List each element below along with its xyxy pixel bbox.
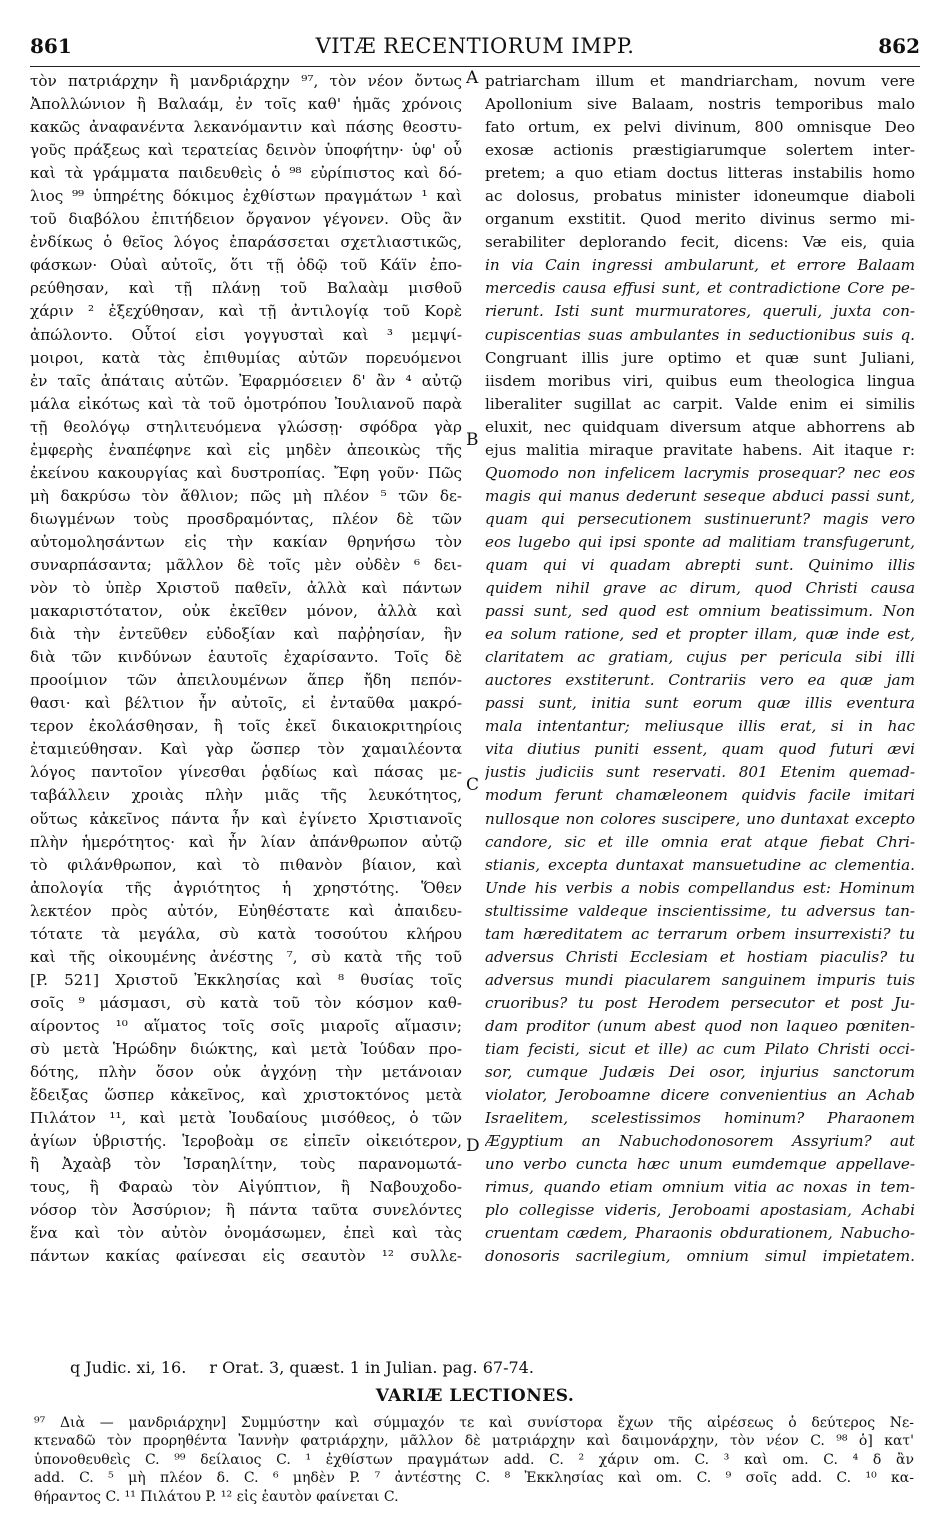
greek-text-line: γοῦς πράξεως καὶ τερατείας δεινὸν ὑποφήτην· ὑφ' οὗ — [30, 141, 462, 160]
latin-text-line: claritatem ac gratiam, cujus per pericula sibi illi — [485, 648, 915, 667]
greek-text-line: λόγος παντοῖον γίνεσθαι ῥᾳδίως καὶ πάσας με- — [30, 763, 462, 782]
latin-text-line: eluxit, nec quidquam diversum atque abhorrens ab — [485, 417, 915, 436]
latin-text-line: violator, Jeroboamne dicere convenientius an Achab — [485, 1086, 915, 1105]
greek-text-line: τερον ἐκολάσθησαν, ἢ τοῖς ἐκεῖ δικαιοκριτηρίοις — [30, 717, 462, 736]
variant-readings — [34, 1414, 914, 1506]
variant-line: add. C. ⁵ μὴ πλέον δ. C. ⁶ μηδὲν P. ⁷ ἀντέστης C. ⁸ Ἐκκλησίας καὶ om. C. ⁹ σοῖς add. C. ¹⁰ κα- — [34, 1470, 914, 1487]
variant-line: ὑπονοθευθεὶς C. ⁹⁹ δείλαιος C. ¹ ἐχθίστων πραγμάτων add. C. ² χάριν om. C. ³ καὶ om. C. ⁴ δ ἂν — [34, 1451, 914, 1468]
greek-text-line: σοῖς ⁹ μάσμασι, σὺ κατὰ τοῦ τὸν κόσμον καθ- — [30, 993, 462, 1012]
greek-text-line: τους, ἢ Φαραὼ τὸν Αἰγύπτιον, ἢ Ναβουχοδο- — [30, 1178, 462, 1197]
greek-text-line: Πιλάτον ¹¹, καὶ μετὰ Ἰουδαίους μισόθεος, ὁ τῶν — [30, 1109, 462, 1128]
greek-text-line: δότης, πλὴν ὅσον οὐκ ἀγχόνῃ τὴν μετάνοιαν — [30, 1063, 462, 1082]
latin-text-line: Ægyptium an Nabuchodonosorem Assyrium? aut — [485, 1132, 915, 1151]
latin-text-line: quidem nihil grave ac dirum, quod Christi causa — [485, 579, 915, 598]
greek-text-line: πλὴν ἡμερότητος· καὶ ἦν λίαν ἀπάνθρωπον αὐτῷ — [30, 832, 462, 851]
latin-text-line: auctores exstiterunt. Contrariis vero ea quæ jam — [485, 671, 915, 690]
latin-text-line: nullosque non colores suscipere, uno duntaxat excepto — [485, 809, 915, 828]
greek-text-line: καὶ τὰ γράμματα παιδευθεὶς ὁ ⁹⁸ εὐρίπιστος καὶ δό- — [30, 164, 462, 183]
greek-text-line: τὸ φιλάνθρωπον, καὶ τὸ πιθανὸν βίαιον, καὶ — [30, 855, 462, 874]
greek-text-line: μάλα εἰκότως καὶ τὰ τοῦ ὁμοτρόπου Ἰουλιανοῦ παρὰ — [30, 394, 462, 413]
greek-text-line: λεκτέον πρὸς αὐτόν, Εὐηθέστατε καὶ ἀπαιδευ- — [30, 901, 462, 920]
greek-text-line: χάριν ² ἐξεχύθησαν, καὶ τῇ ἀντιλογίᾳ τοῦ Κορὲ — [30, 302, 462, 321]
latin-text-line: eos lugebo qui ipsi sponte ad malitiam transfugerunt, — [485, 532, 915, 551]
latin-text-line: mercedis causa effusi sunt, et contradictione Core pe- — [485, 279, 915, 298]
latin-column — [485, 70, 915, 1268]
greek-text-line: συναρπάσαντα; μᾶλλον δὲ τοῖς μὲν οὐδὲν ⁶ δει- — [30, 555, 462, 574]
latin-text-line: stianis, excepta duntaxat mansuetudine ac clementia. — [485, 855, 915, 874]
latin-text-line: magis qui manus dederunt seseque abduci passi sunt, — [485, 486, 915, 505]
greek-text-line: οὕτως κἀκεῖνος πάντα ἦν καὶ ἐγίνετο Χριστιανοῖς — [30, 809, 462, 828]
greek-text-line: διωγμένων τοὺς προσδραμόντας, πλέον δὲ τῶν — [30, 509, 462, 528]
footnote-q: q Judic. xi, 16. — [70, 1358, 187, 1377]
greek-text-line: κακῶς ἀναφανέντα λεκανόμαντιν καὶ πάσης θεοστυ- — [30, 118, 462, 137]
latin-text-line: liberaliter sugillat ac carpit. Valde enim ei similis — [485, 394, 915, 413]
latin-text-line: adversus Christi Ecclesiam et hostiam piaculis? tu — [485, 947, 915, 966]
latin-text-line: candore, sic et ille omnia erat atque fiebat Chri- — [485, 832, 915, 851]
greek-text-line: θασι· καὶ βέλτιον ἦν αὐτοῖς, εἰ ἐνταῦθα μακρό- — [30, 694, 462, 713]
latin-text-line: Unde his verbis a nobis compellandus est: Hominum — [485, 878, 915, 897]
latin-text-line: exosæ actionis præstigiarumque solertem inter- — [485, 141, 915, 160]
greek-text-line: ἕνα καὶ τὸν αὐτὸν ὀνομάσωμεν, ἐπεὶ καὶ τὰς — [30, 1224, 462, 1243]
greek-text-line: φάσκων· Οὐαὶ αὐτοῖς, ὅτι τῇ ὁδῷ τοῦ Κάϊν ἐπο- — [30, 256, 462, 275]
latin-text-line: cruentam cædem, Pharaonis obdurationem, Nabucho- — [485, 1224, 915, 1243]
greek-text-line: ρεύθησαν, καὶ τῇ πλάνῃ τοῦ Βαλαὰμ μισθοῦ — [30, 279, 462, 298]
greek-text-line: μοιροι, κατὰ τὰς ἐπιθυμίας αὐτῶν πορευόμενοι — [30, 348, 462, 367]
greek-text-line: καὶ τῆς οἰκουμένης ἀνέστης ⁷, σὺ κατὰ τῆς τοῦ — [30, 947, 462, 966]
greek-text-line: ἐταμιεύθησαν. Καὶ γὰρ ὥσπερ τὸν χαμαιλέοντα — [30, 740, 462, 759]
greek-text-line: ἐνδίκως ὁ θεῖος λόγος ἐπαράσσεται σχετλιαστικῶς, — [30, 233, 462, 252]
latin-text-line: passi sunt, initia sunt eorum quæ illis eventura — [485, 694, 915, 713]
section-marker-d: D — [466, 1136, 480, 1156]
greek-text-line: αὐτομολησάντων εἰς τὴν κακίαν θρηνήσω τὸν — [30, 532, 462, 551]
footnote-r: r Orat. 3, quæst. 1 in Julian. pag. 67-74. — [209, 1358, 534, 1377]
greek-text-line: ταβάλλειν χροιὰς πλὴν μιᾶς τῆς λευκότητος, — [30, 786, 462, 805]
latin-text-line: adversus mundi piacularem sanguinem impuris tuis — [485, 970, 915, 989]
latin-text-line: iisdem moribus viri, quibus eum theologica lingua — [485, 371, 915, 390]
latin-text-line: justis judiciis sunt reservati. 801 Etenim quemad- — [485, 763, 915, 782]
greek-text-line: ἔδειξας ὥσπερ κἀκεῖνος, καὶ χριστοκτόνος μετὰ — [30, 1086, 462, 1105]
greek-text-line: ἀπολογία τῆς ἀγριότητος ἡ χρηστότης. Ὅθεν — [30, 878, 462, 897]
latin-text-line: uno verbo cuncta hæc unum eumdemque appellave- — [485, 1155, 915, 1174]
greek-text-line: νὸν τὸ ὑπὲρ Χριστοῦ παθεῖν, ἀλλὰ καὶ πάντων — [30, 579, 462, 598]
greek-text-line: μὴ δακρύσω τὸν ἄθλιον; πῶς μὴ πλέον ⁵ τῶν δε- — [30, 486, 462, 505]
greek-text-line: προοίμιον τῶν ἀπειλουμένων ἅπερ ἤδη πεπόν- — [30, 671, 462, 690]
variant-line: ⁹⁷ Διὰ — μανδριάρχην] Συμμύστην καὶ σύμμαχόν τε καὶ συνίστορα ἔχων τῆς αἱρέσεως ὁ δεύτερος Νε- — [34, 1415, 914, 1431]
page-header — [30, 34, 920, 67]
latin-text-line: dam proditor (unum abest quod non laqueo pœniten- — [485, 1016, 915, 1035]
latin-text-line: plo collegisse videris, Jeroboami apostasiam, Achabi — [485, 1201, 915, 1220]
page-number-right: 862 — [878, 34, 920, 58]
greek-text-line: σὺ μετὰ Ἡρώδην διώκτης, καὶ μετὰ Ἰούδαν προ- — [30, 1039, 462, 1058]
latin-text-line: passi sunt, sed quod est omnium beatissimum. Non — [485, 602, 915, 621]
latin-text-line: rimus, quando etiam omnium vitia ac noxas in tem- — [485, 1178, 915, 1197]
greek-text-line: αίροντος ¹⁰ αἵματος τοῖς σοῖς μιαροῖς αἵμασιν; — [30, 1016, 462, 1035]
variant-line: θήραντος C. ¹¹ Πιλάτου P. ¹² εἰς ἑαυτὸν φαίνεται C. — [34, 1488, 399, 1505]
latin-text-line: Congruant illis jure optimo et quæ sunt Juliani, — [485, 348, 915, 367]
greek-text-line: ἐμφερὴς ἐναπέφηνε καὶ εἰς μηδὲν ἀπεοικὼς τῆς — [30, 440, 462, 459]
latin-text-line: modum ferunt chamæleonem quidvis facile imitari — [485, 786, 915, 805]
latin-text-line: sor, cumque Judæis Dei osor, injurius sanctorum — [485, 1063, 915, 1082]
latin-text-line: fato ortum, ex pelvi divinum, 800 omnisque Deo — [485, 118, 915, 137]
greek-text-line: τοῦ διαβόλου ἐπιτήδειον ὄργανον γέγονεν. Οὓς ἂν — [30, 210, 462, 229]
section-marker-c: C — [466, 775, 480, 795]
latin-text-line: mala intentantur; meliusque illis erat, si in hac — [485, 717, 915, 736]
greek-text-line: τῇ θεολόγῳ στηλιτευόμενα γλώσσῃ· σφόδρα γὰρ — [30, 417, 462, 436]
latin-text-line: ac dolosus, probatus minister idoneumque diaboli — [485, 187, 915, 206]
greek-text-line: τὸν πατριάρχην ἢ μανδριάρχην ⁹⁷, τὸν νέον ὄντως — [30, 72, 462, 90]
greek-text-line: τότατε τὰ μεγάλα, σὺ κατὰ τοσούτου κλήρου — [30, 924, 462, 943]
latin-text-line: donosoris sacrilegium, omnium simul impietatem. — [485, 1247, 915, 1266]
greek-text-line: ἐν ταῖς ἀπάταις αὐτῶν. Ἐφαρμόσειεν δ' ἂν ⁴ αὐτῷ — [30, 371, 462, 390]
greek-text-line: διὰ τὴν ἐντεῦθεν εὐδοξίαν καὶ παῤῥησίαν, ἣν — [30, 625, 462, 644]
latin-text-line: stultissime valdeque inscientissime, tu adversus tan- — [485, 901, 915, 920]
latin-text-line: ejus malitia miraque pravitate habens. Ait itaque r: — [485, 440, 915, 459]
running-title: VITÆ RECENTIORUM IMPP. — [315, 34, 635, 58]
variant-line: κτεναδῶ τὸν προρηθέντα Ἰαννὴν φατριάρχην, μᾶλλον δὲ ματριάρχην καὶ δαιμονάρχην, τὸν νέον C. ⁹⁸ ὁ] κατ' — [34, 1433, 914, 1450]
page-number-left: 861 — [30, 34, 72, 58]
latin-text-line: quam qui vi quadam abrepti sunt. Quinimo illis — [485, 555, 915, 574]
latin-text-line: Apollonium sive Balaam, nostris temporibus malo — [485, 95, 915, 114]
greek-text-line: πάντων κακίας φαίνεσαι εἰς σεαυτὸν ¹² συλλε- — [30, 1247, 462, 1266]
latin-text-line: organum exstitit. Quod merito divinus sermo mi- — [485, 210, 915, 229]
greek-text-line: διὰ τῶν κινδύνων ἑαυτοῖς ἐχαρίσαντο. Τοῖς δὲ — [30, 648, 462, 667]
latin-text-line: vita diutius puniti essent, quam quod futuri ævi — [485, 740, 915, 759]
greek-text-line: ἢ Ἀχαὰβ τὸν Ἰσραηλίτην, τοὺς παρανομωτά- — [30, 1155, 462, 1174]
greek-text-line: λιος ⁹⁹ ὑπηρέτης δόκιμος ἐχθίστων πραγμάτων ¹ καὶ — [30, 187, 462, 206]
latin-text-line: cruoribus? tu post Herodem persecutor et post Ju- — [485, 993, 915, 1012]
latin-text-line: in via Cain ingressi ambularunt, et errore Balaam — [485, 256, 915, 275]
variae-lectiones-heading: VARIÆ LECTIONES. — [375, 1386, 575, 1406]
latin-text-line: Quomodo non infelicem lacrymis prosequar? nec eos — [485, 463, 915, 482]
latin-text-line: pretem; a quo etiam doctus litteras instabilis homo — [485, 164, 915, 183]
greek-text-line: νόσορ τὸν Ἀσσύριον; ἢ πάντα ταῦτα συνελόντες — [30, 1201, 462, 1220]
footnotes — [70, 1358, 552, 1377]
greek-text-line: [P. 521] Χριστοῦ Ἐκκλησίας καὶ ⁸ θυσίας τοῖς — [30, 970, 462, 989]
latin-text-line: tiam fecisti, sicut et ille) ac cum Pilato Christi occi- — [485, 1039, 915, 1058]
latin-text-line: ea solum ratione, sed et propter illam, quæ inde est, — [485, 625, 915, 644]
greek-text-line: ἀπώλοντο. Οὗτοί εἰσι γογγυσταὶ καὶ ³ μεμψί- — [30, 325, 462, 344]
latin-text-line: cupiscentias suas ambulantes in seductionibus suis q. — [485, 325, 915, 344]
section-marker-b: B — [466, 430, 479, 450]
latin-text-line: rierunt. Isti sunt murmuratores, queruli, juxta con- — [485, 302, 915, 321]
latin-text-line: Israelitem, scelestissimos hominum? Pharaonem — [485, 1109, 915, 1128]
latin-text-line: serabiliter deplorando fecit, dicens: Væ eis, quia — [485, 233, 915, 252]
greek-text-line: ἐκείνου κακουργίας καὶ δυστροπίας. Ἔφη γοῦν· Πῶς — [30, 463, 462, 482]
latin-text-line: tam hæreditatem ac terrarum orbem insurrexisti? tu — [485, 924, 915, 943]
greek-text-line: ἁγίων ὑβριστής. Ἱεροβοὰμ σε εἰπεῖν οἰκειότερον, — [30, 1132, 462, 1151]
greek-text-line: μακαριστότατον, οὐκ ἐκεῖθεν μόνον, ἀλλὰ καὶ — [30, 602, 462, 621]
latin-text-line: patriarcham illum et mandriarcham, novum vere — [485, 72, 915, 90]
greek-column — [30, 70, 462, 1268]
latin-text-line: quam qui persecutionem sustinuerunt? magis vero — [485, 509, 915, 528]
greek-text-line: Ἀπολλώνιον ἢ Βαλαάμ, ἐν τοῖς καθ' ἡμᾶς χρόνοις — [30, 95, 462, 114]
section-marker-a: A — [466, 68, 479, 88]
